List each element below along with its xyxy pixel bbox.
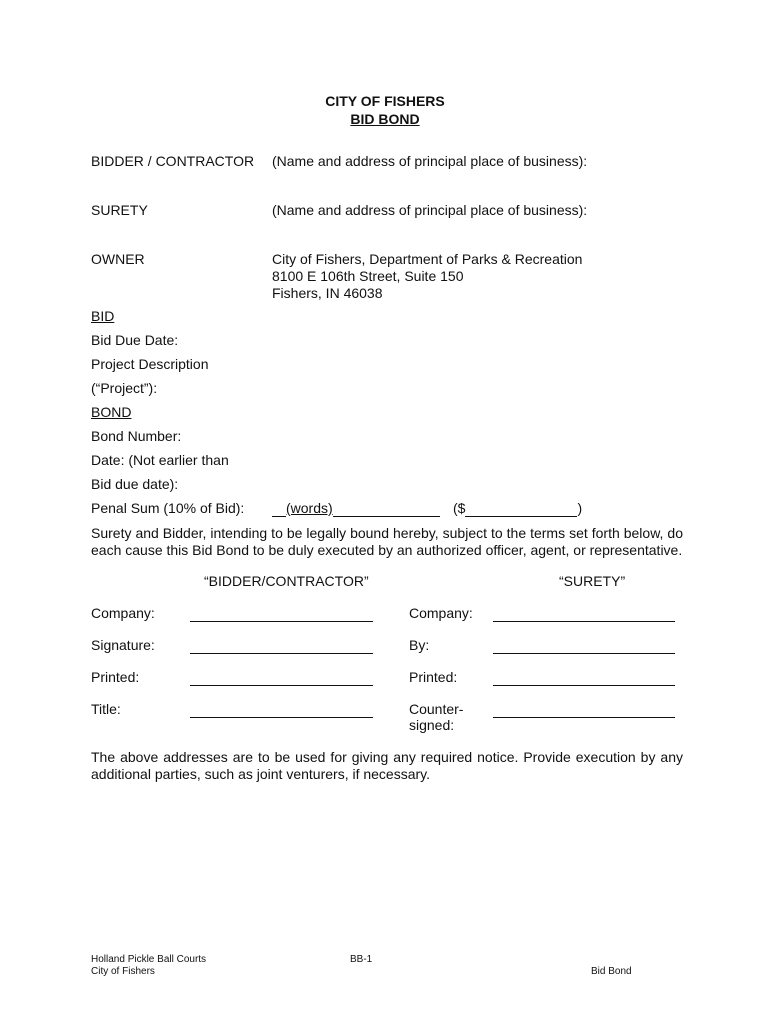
bond-date-label-1: Date: (Not earlier than	[91, 452, 229, 468]
document-subtitle: BID BOND	[350, 111, 420, 127]
penal-words-label: (words)	[286, 500, 333, 516]
project-label: (“Project”):	[91, 380, 158, 396]
owner-line-3: Fishers, IN 46038	[272, 285, 383, 301]
penal-sum-words-field[interactable]	[272, 500, 440, 517]
penal-sum-label: Penal Sum (10% of Bid):	[91, 500, 245, 516]
penal-dollar-open: ($	[453, 500, 466, 516]
bond-heading: BOND	[91, 404, 132, 420]
penal-sum-dollar-field[interactable]	[453, 500, 582, 517]
surety-countersigned-label-2: signed:	[409, 717, 455, 733]
footer-city: City of Fishers	[91, 966, 155, 977]
surety-value: (Name and address of principal place of business):	[272, 202, 588, 218]
bid-heading: BID	[91, 308, 115, 324]
surety-company-line[interactable]	[493, 605, 675, 622]
surety-by-line[interactable]	[493, 637, 675, 654]
surety-by-label: By:	[409, 637, 430, 653]
bidder-printed-label: Printed:	[91, 669, 140, 685]
project-description-label: Project Description	[91, 356, 209, 372]
notice-paragraph: The above addresses are to be used for giving any required notice. Provide execution by any additional parties, such as joint venturers, if necessary.	[91, 749, 683, 782]
bidder-company-label: Company:	[91, 605, 155, 621]
bidder-label: BIDDER / CONTRACTOR	[91, 153, 255, 169]
bidder-title-line[interactable]	[190, 701, 373, 718]
surety-printed-line[interactable]	[493, 669, 675, 686]
bid-due-date-label: Bid Due Date:	[91, 332, 179, 348]
owner-label: OWNER	[91, 251, 145, 267]
bond-date-label-2: Bid due date):	[91, 476, 179, 492]
bidder-value: (Name and address of principal place of business):	[272, 153, 588, 169]
document-title: CITY OF FISHERS	[325, 93, 445, 109]
intro-paragraph: Surety and Bidder, intending to be legally bound hereby, subject to the terms set forth below, do each cause this Bid Bond to be duly executed by an authorized officer, agent, or representative.	[91, 525, 683, 558]
footer-document-name: Bid Bond	[591, 966, 632, 977]
bidder-signature-line[interactable]	[190, 637, 373, 654]
surety-company-label: Company:	[409, 605, 473, 621]
surety-countersigned-line[interactable]	[493, 701, 675, 718]
surety-printed-label: Printed:	[409, 669, 458, 685]
penal-dollar-close: )	[577, 500, 583, 516]
bidder-printed-line[interactable]	[190, 669, 373, 686]
footer-project: Holland Pickle Ball Courts	[91, 954, 207, 965]
surety-label: SURETY	[91, 202, 148, 218]
bidder-title-label: Title:	[91, 701, 121, 717]
bidder-contractor-heading: “BIDDER/CONTRACTOR”	[204, 573, 369, 589]
owner-line-1: City of Fishers, Department of Parks & Recreation	[272, 251, 583, 267]
bidder-company-line[interactable]	[190, 605, 373, 622]
bidder-signature-label: Signature:	[91, 637, 155, 653]
surety-countersigned-label-1: Counter-	[409, 701, 464, 717]
footer-page-number: BB-1	[350, 954, 373, 965]
bond-number-label: Bond Number:	[91, 428, 182, 444]
surety-heading: “SURETY”	[559, 573, 626, 589]
owner-line-2: 8100 E 106th Street, Suite 150	[272, 268, 464, 284]
